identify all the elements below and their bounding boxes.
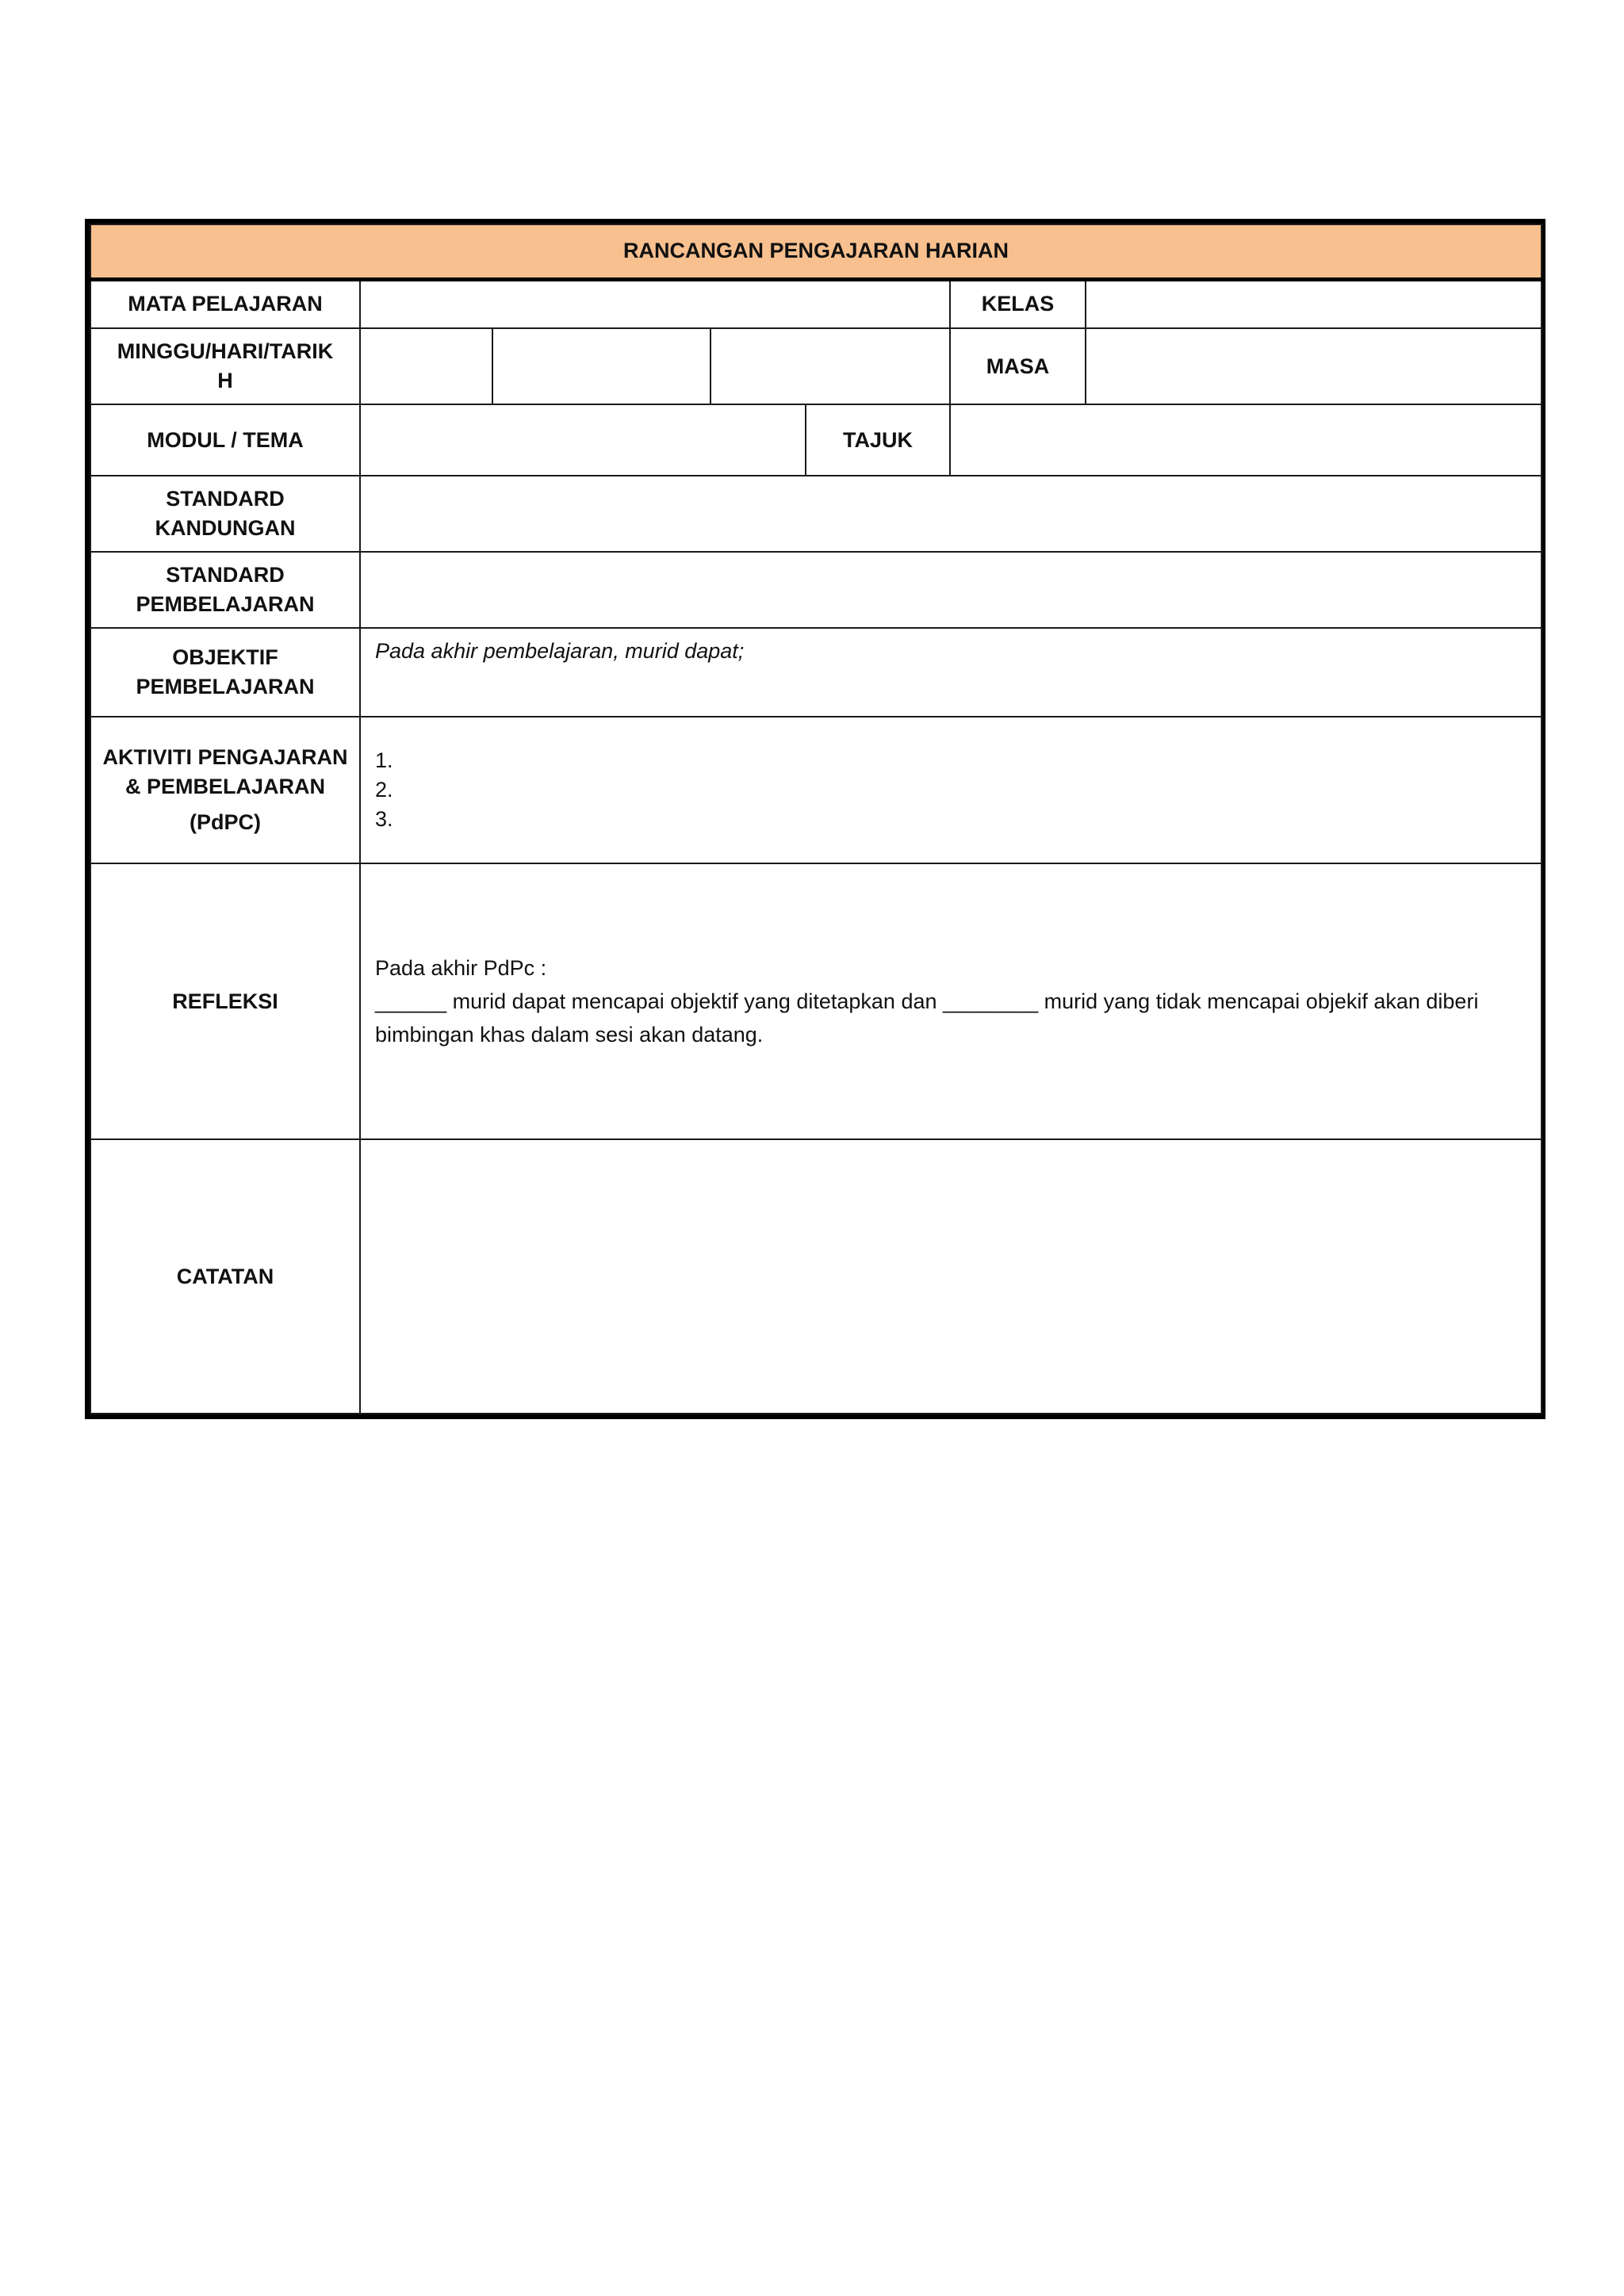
standard-pembelajaran-label	[90, 552, 360, 628]
masa-label: MASA	[950, 328, 1086, 404]
aktiviti-item: 2.	[375, 778, 393, 802]
catatan-field[interactable]	[360, 1139, 1542, 1414]
refleksi-field[interactable]	[360, 863, 1542, 1139]
modul-tema-label: MODUL / TEMA	[90, 404, 360, 476]
tajuk-label: TAJUK	[806, 404, 950, 476]
aktiviti-field[interactable]	[360, 717, 1542, 863]
aktiviti-label	[90, 717, 360, 863]
minggu-hari-tarikh-label	[90, 328, 360, 404]
title-row	[90, 224, 1542, 279]
lesson-plan-form	[85, 219, 1545, 1419]
hari-field[interactable]	[492, 328, 710, 404]
minggu-label-line2: H	[217, 369, 233, 392]
standard-kandungan-row	[90, 476, 1542, 552]
catatan-row	[90, 1139, 1542, 1414]
mata-pelajaran-label: MATA PELAJARAN	[90, 279, 360, 328]
masa-field[interactable]	[1086, 328, 1542, 404]
objektif-row	[90, 628, 1542, 717]
refleksi-row	[90, 863, 1542, 1139]
standard-pembelajaran-field[interactable]	[360, 552, 1542, 628]
standard-kandungan-field[interactable]	[360, 476, 1542, 552]
aktiviti-item: 1.	[375, 748, 393, 772]
mata-pelajaran-field[interactable]	[360, 279, 950, 328]
minggu-row	[90, 328, 1542, 404]
form-title: RANCANGAN PENGAJARAN HARIAN	[90, 224, 1542, 279]
refleksi-line2: ______ murid dapat mencapai objektif yang ditetapkan dan ________ murid yang tidak mencapai objekif akan diberi bimbingan khas dalam sesi akan datang.	[375, 989, 1479, 1047]
mata-pelajaran-row	[90, 279, 1542, 328]
objektif-line2: PEMBELAJARAN	[136, 675, 315, 698]
standard-pembelajaran-line1: STANDARD	[166, 563, 285, 587]
kelas-label: KELAS	[950, 279, 1086, 328]
catatan-label: CATATAN	[90, 1139, 360, 1414]
standard-kandungan-line1: STANDARD	[166, 487, 285, 511]
aktiviti-line2: & PEMBELAJARAN	[124, 775, 326, 798]
refleksi-label: REFLEKSI	[90, 863, 360, 1139]
objektif-field[interactable]	[360, 628, 1542, 717]
objektif-pembelajaran-label	[90, 628, 360, 717]
objektif-text: Pada akhir pembelajaran, murid dapat;	[375, 639, 745, 663]
standard-pembelajaran-row	[90, 552, 1542, 628]
kelas-field[interactable]	[1086, 279, 1542, 328]
objektif-line1: OBJEKTIF	[172, 645, 278, 669]
standard-kandungan-label	[90, 476, 360, 552]
aktiviti-line3: (PdPC)	[190, 810, 261, 834]
modul-row	[90, 404, 1542, 476]
aktiviti-row	[90, 717, 1542, 863]
minggu-label-line1: MINGGU/HARI/TARIK	[117, 339, 334, 363]
modul-tema-field[interactable]	[360, 404, 806, 476]
aktiviti-line1: AKTIVITI PENGAJARAN	[102, 745, 348, 769]
tajuk-field[interactable]	[950, 404, 1542, 476]
lesson-plan-table	[90, 224, 1542, 1414]
minggu-field[interactable]	[360, 328, 492, 404]
standard-pembelajaran-line2: PEMBELAJARAN	[136, 592, 315, 616]
aktiviti-item: 3.	[375, 807, 393, 831]
standard-kandungan-line2: KANDUNGAN	[155, 516, 296, 540]
refleksi-line1: Pada akhir PdPc :	[375, 956, 547, 980]
tarikh-field[interactable]	[710, 328, 950, 404]
